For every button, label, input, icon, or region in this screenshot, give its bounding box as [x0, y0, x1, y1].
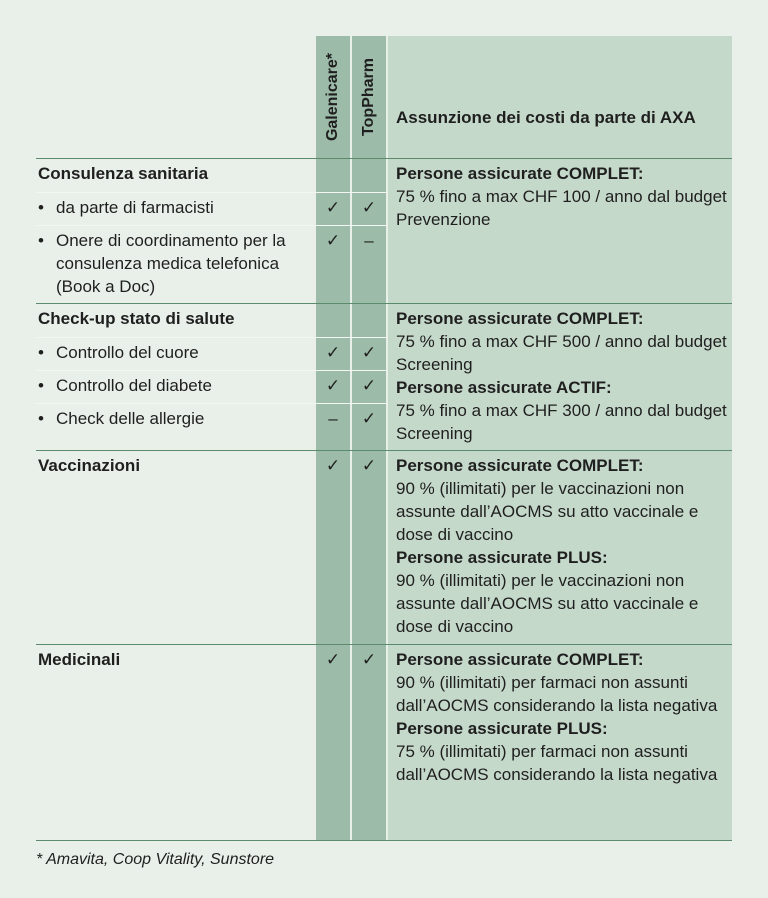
insured-group: Persone assicurate ACTIF:	[396, 378, 612, 397]
galenicare-mark: ✓	[325, 343, 341, 362]
cost-description	[396, 162, 728, 231]
cost-text: 75 % fino a max CHF 100 / anno dal budget Prevenzione	[396, 187, 727, 229]
toppharm-mark: ✓	[361, 650, 377, 669]
toppharm-mark: –	[364, 231, 374, 250]
rule-section	[36, 450, 732, 451]
footnote: * Amavita, Coop Vitality, Sunstore	[36, 851, 275, 868]
cost-text: 90 % (illimitati) per le vaccinazioni non assunte dall’AOCMS su atto vaccinale e dose di vaccino	[396, 479, 699, 544]
cost-text: 75 % fino a max CHF 500 / anno dal budget Screening	[396, 332, 727, 374]
galenicare-mark: ✓	[325, 376, 341, 395]
toppharm-mark: ✓	[361, 198, 377, 217]
toppharm-mark: ✓	[361, 456, 377, 475]
cost-text: 75 % (illimitati) per farmaci non assunti dall’AOCMS considerando la lista negativa	[396, 742, 718, 784]
list-item: • Check delle allergie	[38, 407, 308, 430]
galenicare-mark: –	[328, 409, 338, 428]
coverage-table	[36, 36, 732, 840]
costs-header: Assunzione dei costi da parte di AXA	[396, 108, 696, 127]
galenicare-mark: ✓	[325, 456, 341, 475]
list-item: • Controllo del diabete	[38, 374, 308, 397]
galenicare-mark: ✓	[325, 650, 341, 669]
list-item: • Onere di coordinamento per la consulenza medica telefonica (Book a Doc)	[38, 229, 308, 298]
rule-bottom	[36, 840, 732, 841]
list-item: • Controllo del cuore	[38, 341, 308, 364]
rule-thin	[36, 337, 386, 338]
toppharm-mark: ✓	[361, 343, 377, 362]
rule-thin	[36, 403, 386, 404]
cost-description	[396, 454, 728, 638]
cost-description	[396, 307, 728, 445]
toppharm-mark: ✓	[361, 409, 377, 428]
cost-text: 90 % (illimitati) per farmaci non assunti dall’AOCMS considerando la lista negativa	[396, 673, 718, 715]
rule-thin	[36, 192, 386, 193]
insured-group: Persone assicurate PLUS:	[396, 548, 608, 567]
section-title: Check-up stato di salute	[38, 309, 235, 328]
insured-group: Persone assicurate COMPLET:	[396, 650, 644, 669]
section-title: Vaccinazioni	[38, 456, 141, 475]
rule-section	[36, 303, 732, 304]
cost-text: 90 % (illimitati) per le vaccinazioni non assunte dall’AOCMS su atto vaccinale e dose di vaccino	[396, 571, 699, 636]
list-item: • da parte di farmacisti	[38, 196, 308, 219]
galenicare-mark: ✓	[325, 198, 341, 217]
rule-thin	[36, 370, 386, 371]
rule-header	[36, 158, 732, 159]
rule-section	[36, 644, 732, 645]
rule-thin	[36, 225, 386, 226]
insured-group: Persone assicurate COMPLET:	[396, 309, 644, 328]
cost-description	[396, 648, 728, 786]
cost-text: 75 % fino a max CHF 300 / anno dal budget Screening	[396, 401, 727, 443]
galenicare-header: Galenicare*	[324, 52, 341, 142]
section-title: Consulenza sanitaria	[38, 164, 209, 183]
toppharm-header: TopPharm	[360, 58, 377, 136]
section-title: Medicinali	[38, 650, 121, 669]
galenicare-mark: ✓	[325, 231, 341, 250]
insured-group: Persone assicurate PLUS:	[396, 719, 608, 738]
insured-group: Persone assicurate COMPLET:	[396, 164, 644, 183]
insured-group: Persone assicurate COMPLET:	[396, 456, 644, 475]
toppharm-mark: ✓	[361, 376, 377, 395]
